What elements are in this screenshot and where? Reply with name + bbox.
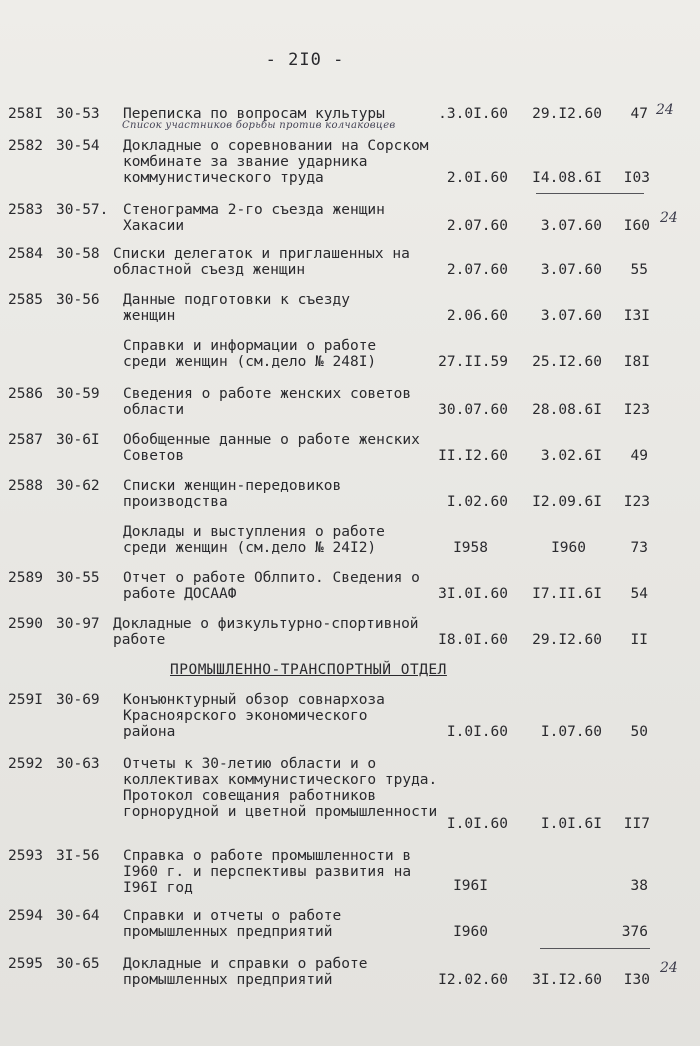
start-date: 2.07.60 xyxy=(446,262,508,278)
end-date: 3.07.60 xyxy=(540,262,602,278)
end-date: I.07.60 xyxy=(540,724,602,740)
item-code: 30-59 xyxy=(56,386,100,402)
sheet-count: I8I xyxy=(623,354,650,370)
item-description: Докладные о физкультурно-спортивной работе xyxy=(113,616,419,648)
start-date: 27.II.59 xyxy=(438,354,508,370)
item-code: 30-56 xyxy=(56,292,100,308)
item-number: 258I xyxy=(8,106,43,122)
divider-line xyxy=(540,948,650,949)
start-date: I.0I.60 xyxy=(446,816,508,832)
sheet-count: I03 xyxy=(623,170,650,186)
item-code: 30-62 xyxy=(56,478,100,494)
end-date: I.0I.6I xyxy=(540,816,602,832)
end-date: I960 xyxy=(551,540,586,556)
sheet-count: 55 xyxy=(630,262,648,278)
item-code: 3I-56 xyxy=(56,848,100,864)
end-date: 29.I2.60 xyxy=(532,106,602,122)
item-code: 30-65 xyxy=(56,956,100,972)
sheet-count: I23 xyxy=(623,494,650,510)
sheet-count: I60 xyxy=(623,218,650,234)
item-number: 2587 xyxy=(8,432,43,448)
start-date: 2.06.60 xyxy=(446,308,508,324)
item-number: 2594 xyxy=(8,908,43,924)
item-number: 2589 xyxy=(8,570,43,586)
item-description: Доклады и выступления о работе среди женщин (см.дело № 24I2) xyxy=(123,524,385,556)
page-number: - 2I0 - xyxy=(265,50,345,70)
start-date: 2.07.60 xyxy=(446,218,508,234)
end-date: 3.07.60 xyxy=(540,218,602,234)
section-heading: ПРОМЫШЛЕННО-ТРАНСПОРТНЫЙ ОТДЕЛ xyxy=(170,662,447,678)
item-number: 2592 xyxy=(8,756,43,772)
item-description: Данные подготовки к съезду женщин xyxy=(123,292,350,324)
start-date: I.02.60 xyxy=(446,494,508,510)
sheet-count: 376 xyxy=(621,924,648,940)
item-description: Докладные о соревновании на Сорском комбинате за звание ударника коммунистического труда xyxy=(123,138,429,186)
end-date: 3I.I2.60 xyxy=(532,972,602,988)
item-description: Сведения о работе женских советов области xyxy=(123,386,412,418)
sheet-count: I3I xyxy=(623,308,650,324)
item-description: Переписка по вопросам культуры xyxy=(123,106,385,122)
item-code: 30-69 xyxy=(56,692,100,708)
end-date: I4.08.6I xyxy=(532,170,602,186)
item-number: 2582 xyxy=(8,138,43,154)
item-number: 2595 xyxy=(8,956,43,972)
start-date: 3I.0I.60 xyxy=(438,586,508,602)
item-description: Списки делегаток и приглашенных на областной съезд женщин xyxy=(113,246,410,278)
item-description: Справка о работе промышленности в I960 г. и перспективы развития на I96I год xyxy=(123,848,412,896)
end-date: I2.09.6I xyxy=(532,494,602,510)
handwritten-note: Список участников борьбы против колчаковцев xyxy=(122,120,396,131)
handwritten-mark: 24 xyxy=(660,210,678,226)
handwritten-mark: 24 xyxy=(656,102,674,118)
item-number: 2588 xyxy=(8,478,43,494)
item-description: Отчеты к 30-летию области и о коллективах коммунистического труда. Протокол совещания работников горнорудной и цветной промышленности xyxy=(123,756,438,820)
divider-line xyxy=(536,193,644,194)
sheet-count: 50 xyxy=(630,724,648,740)
start-date: 2.0I.60 xyxy=(446,170,508,186)
sheet-count: 38 xyxy=(630,878,648,894)
sheet-count: I30 xyxy=(623,972,650,988)
item-code: 30-55 xyxy=(56,570,100,586)
item-description: Конъюнктурный обзор совнархоза Красноярского экономического района xyxy=(123,692,385,740)
item-number: 259I xyxy=(8,692,43,708)
start-date: I958 xyxy=(453,540,488,556)
item-number: 2586 xyxy=(8,386,43,402)
end-date: 3.07.60 xyxy=(540,308,602,324)
item-description: Обобщенные данные о работе женских Советов xyxy=(123,432,420,464)
item-description: Стенограмма 2-го съезда женщин Хакасии xyxy=(123,202,385,234)
sheet-count: I23 xyxy=(623,402,650,418)
item-number: 2590 xyxy=(8,616,43,632)
handwritten-mark: 24 xyxy=(660,960,678,976)
end-date: 3.02.6I xyxy=(540,448,602,464)
sheet-count: 54 xyxy=(630,586,648,602)
item-number: 2585 xyxy=(8,292,43,308)
item-code: 30-64 xyxy=(56,908,100,924)
item-number: 2583 xyxy=(8,202,43,218)
end-date: 29.I2.60 xyxy=(532,632,602,648)
item-code: 30-57. xyxy=(56,202,109,218)
item-description: Справки и отчеты о работе промышленных предприятий xyxy=(123,908,342,940)
item-description: Докладные и справки о работе промышленных предприятий xyxy=(123,956,368,988)
item-code: 30-6I xyxy=(56,432,100,448)
end-date: I7.II.6I xyxy=(532,586,602,602)
item-number: 2584 xyxy=(8,246,43,262)
start-date: 30.07.60 xyxy=(438,402,508,418)
item-code: 30-54 xyxy=(56,138,100,154)
item-code: 30-53 xyxy=(56,106,100,122)
item-description: Отчет о работе Облпито. Сведения о работе ДОСААФ xyxy=(123,570,420,602)
item-code: 30-63 xyxy=(56,756,100,772)
start-date: II.I2.60 xyxy=(438,448,508,464)
start-date: I960 xyxy=(453,924,488,940)
item-code: 30-58 xyxy=(56,246,100,262)
item-number: 2593 xyxy=(8,848,43,864)
item-description: Справки и информации о работе среди женщин (см.дело № 248I) xyxy=(123,338,377,370)
end-date: 25.I2.60 xyxy=(532,354,602,370)
start-date: I8.0I.60 xyxy=(438,632,508,648)
sheet-count: 49 xyxy=(630,448,648,464)
sheet-count: II xyxy=(630,632,648,648)
start-date: I.0I.60 xyxy=(446,724,508,740)
sheet-count: II7 xyxy=(623,816,650,832)
sheet-count: 47 xyxy=(630,106,648,122)
start-date: .3.0I.60 xyxy=(438,106,508,122)
sheet-count: 73 xyxy=(630,540,648,556)
start-date: I96I xyxy=(453,878,488,894)
start-date: I2.02.60 xyxy=(438,972,508,988)
item-code: 30-97 xyxy=(56,616,100,632)
item-description: Списки женщин-передовиков производства xyxy=(123,478,342,510)
end-date: 28.08.6I xyxy=(532,402,602,418)
